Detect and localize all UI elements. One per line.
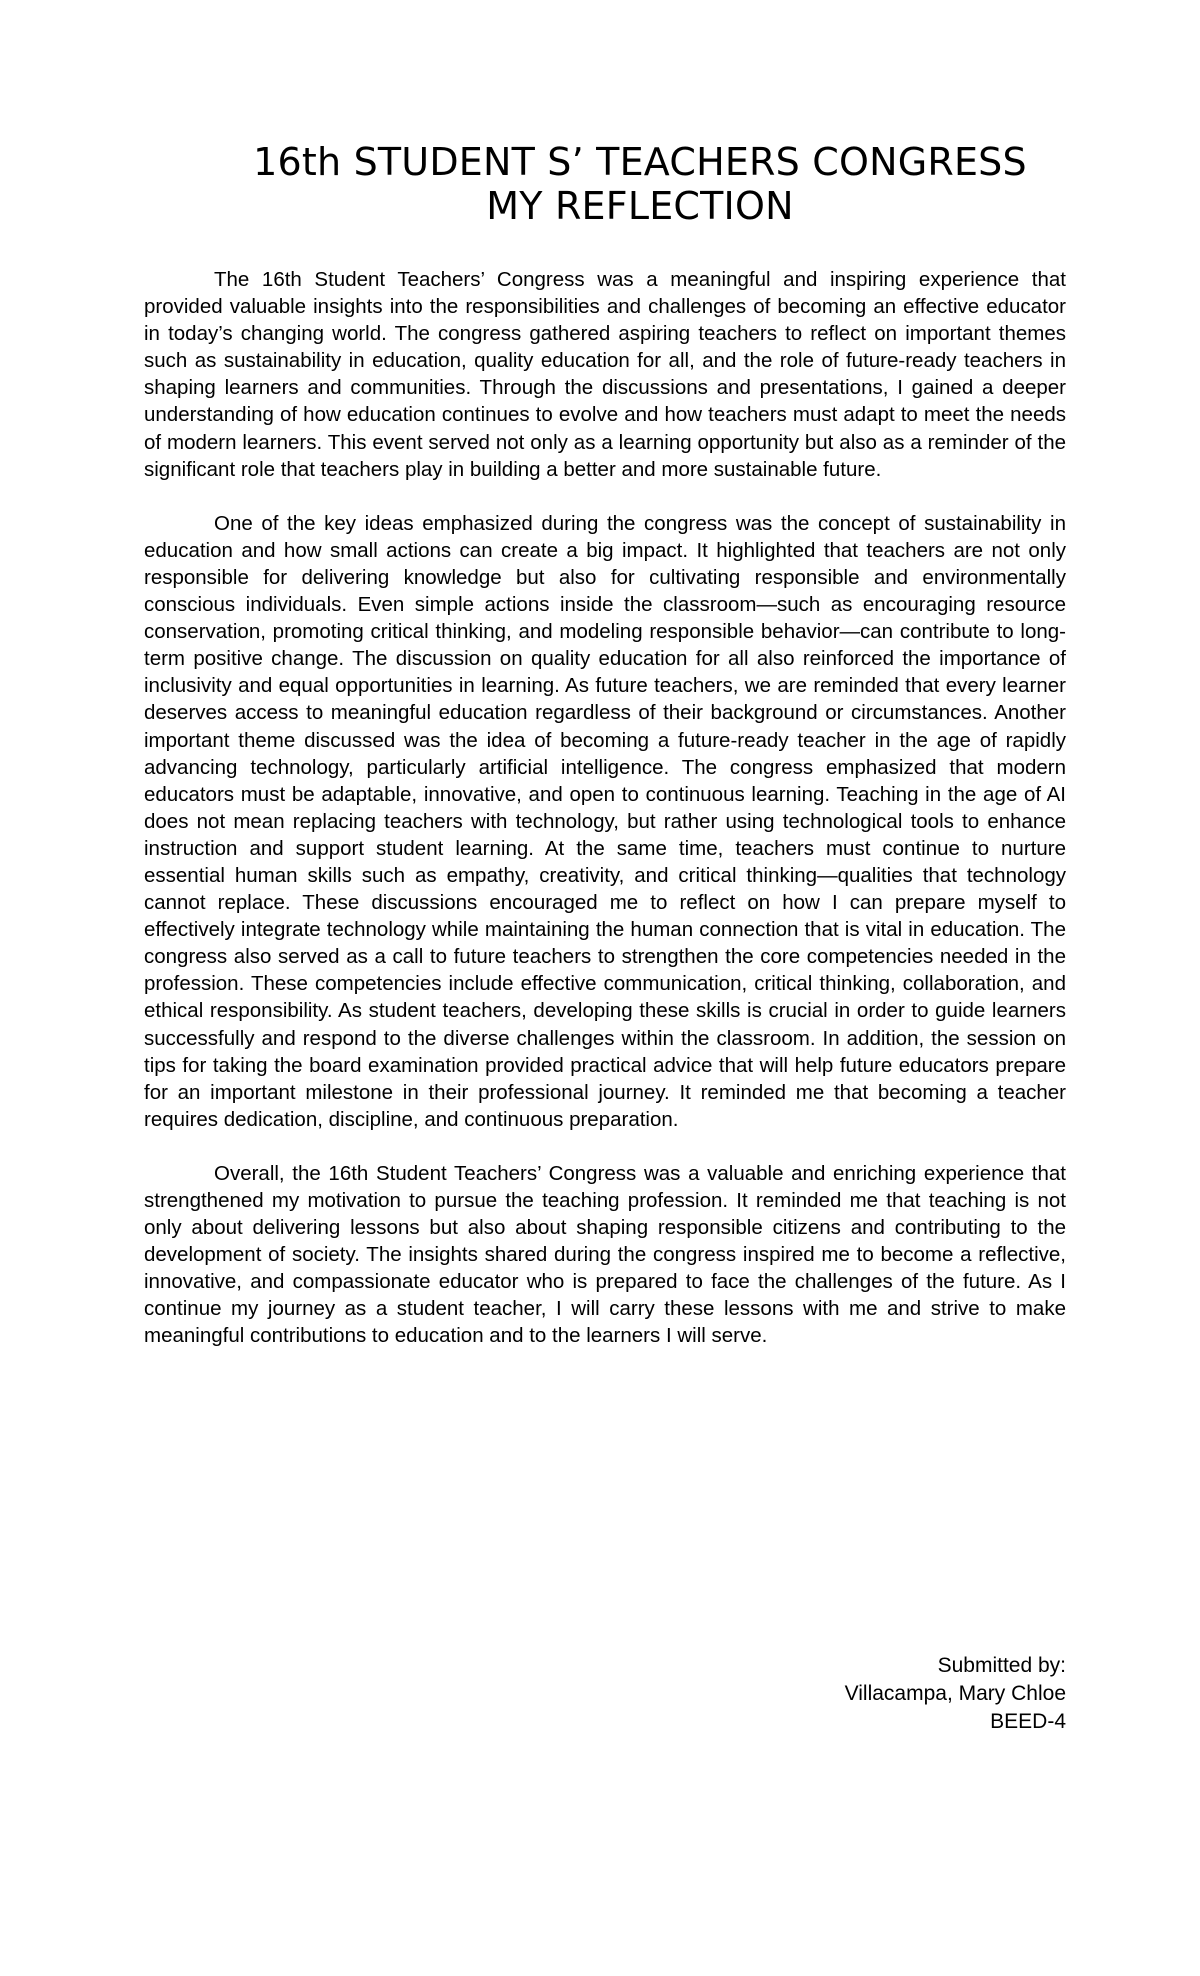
paragraph-introduction: The 16th Student Teachers’ Congress was a meaningful and inspiring experience that provided valuable insights into the responsibilities and challenges of becoming an effective educator in today’s changing world. The congress gathered aspiring teachers to reflect on important themes such as sustainability in education, quality education for all, and the role of future-ready teachers in shaping learners and communities. Through the discussions and presentations, I gained a deeper understanding of how education continues to evolve and how teachers must adapt to meet the needs of modern learners. This event served not only as a learning opportunity but also as a reminder of the significant role that teachers play in building a better and more sustainable future. [144,268,1066,481]
author-section: BEED-4 [990,1710,1066,1733]
document-title [240,140,1040,228]
paragraph-key-ideas: One of the key ideas emphasized during the congress was the concept of sustainability in education and how small actions can create a big impact. It highlighted that teachers are not only responsible for delivering knowledge but also for cultivating responsible and environmentally conscious individuals. Even simple actions inside the classroom—such as encouraging resource conservation, promoting critical thinking, and modeling responsible behavior—can contribute to long-term positive change. The discussion on quality education for all also reinforced the importance of inclusivity and equal opportunities in learning. As future teachers, we are reminded that every learner deserves access to meaningful education regardless of their background or circumstances. Another important theme discussed was the idea of becoming a future-ready teacher in the age of rapidly advancing technology, particularly artificial intelligence. The congress emphasized that modern educators must be adaptable, innovative, and open to continuous learning. Teaching in the age of AI does not mean replacing teachers with technology, but rather using technological tools to enhance instruction and support student learning. At the same time, teachers must continue to nurture essential human skills such as empathy, creativity, and critical thinking—qualities that technology cannot replace. These discussions encouraged me to reflect on how I can prepare myself to effectively integrate technology while maintaining the human connection that is vital in education. The congress also served as a call to future teachers to strengthen the core competencies needed in the profession. These competencies include effective communication, critical thinking, collaboration, and ethical responsibility. As student teachers, developing these skills is crucial in order to guide learners successfully and respond to the diverse challenges within the classroom. In addition, the session on tips for taking the board examination provided practical advice that will help future educators prepare for an important milestone in their professional journey. It reminded me that becoming a teacher requires dedication, discipline, and continuous preparation. [144,511,1066,1131]
paragraph-conclusion: Overall, the 16th Student Teachers’ Congress was a valuable and enriching experience that strengthened my motivation to pursue the teaching profession. It reminded me that teaching is not only about delivering lessons but also about shaping responsible citizens and contributing to the development of society. The insights shared during the congress inspired me to become a reflective, innovative, and compassionate educator who is prepared to face the challenges of the future. As I continue my journey as a student teacher, I will carry these lessons with me and strive to make meaningful contributions to education and to the learners I will serve. [144,1161,1066,1348]
reflection-body [144,266,1066,1377]
author-name: Villacampa, Mary Chloe [844,1682,1066,1705]
signature-block [845,1652,1066,1736]
title-line-congress: 16th STUDENT S’ TEACHERS CONGRESS [253,140,1027,184]
title-line-reflection: MY REFLECTION [486,184,794,228]
submitted-by-label: Submitted by: [937,1654,1066,1677]
